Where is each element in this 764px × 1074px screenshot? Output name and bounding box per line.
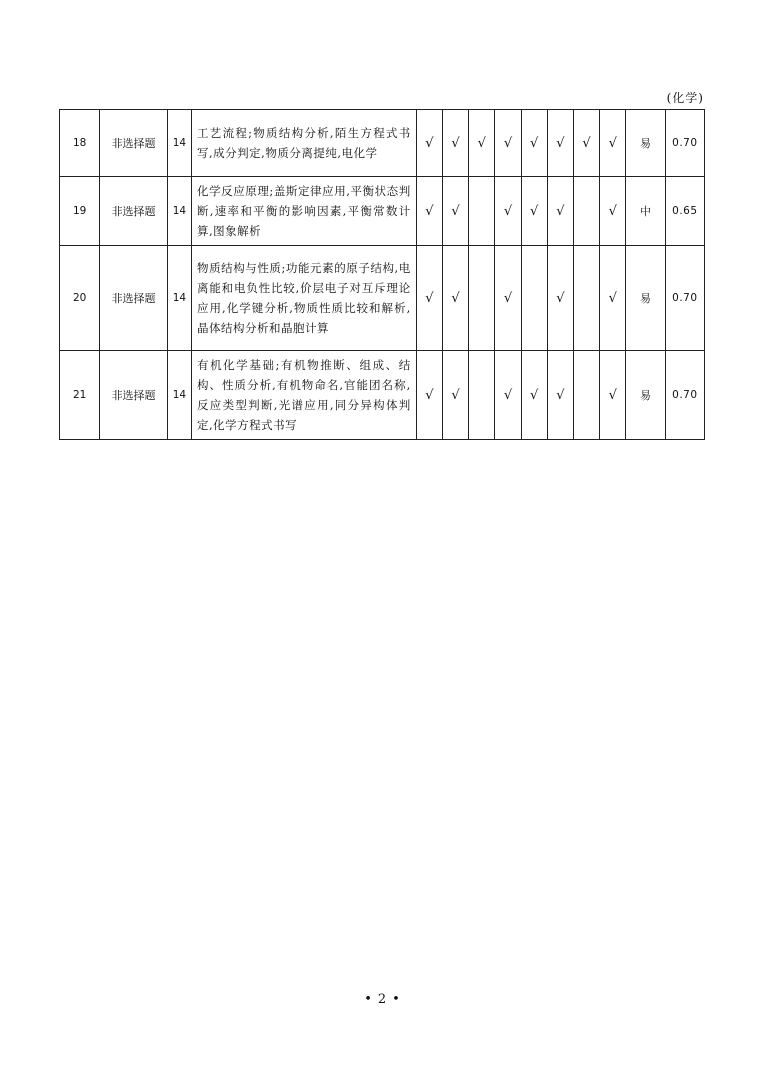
check-mark	[573, 246, 599, 351]
question-type: 非选择题	[100, 177, 168, 246]
page-footer	[0, 992, 764, 1007]
check-mark: √	[442, 351, 468, 440]
check-mark: √	[495, 246, 521, 351]
question-type: 非选择题	[100, 110, 168, 177]
check-mark	[469, 351, 495, 440]
check-mark	[573, 351, 599, 440]
check-mark: √	[442, 246, 468, 351]
check-mark: √	[547, 110, 573, 177]
check-mark	[469, 177, 495, 246]
check-mark	[573, 177, 599, 246]
page-number: 2	[377, 992, 387, 1007]
check-mark: √	[600, 177, 626, 246]
question-points: 14	[167, 246, 191, 351]
difficulty-level: 易	[626, 110, 665, 177]
question-number: 19	[60, 177, 100, 246]
check-mark: √	[495, 177, 521, 246]
check-mark: √	[469, 110, 495, 177]
table-row	[60, 351, 705, 440]
check-mark: √	[442, 177, 468, 246]
check-mark: √	[600, 351, 626, 440]
expected-score: 0.70	[665, 246, 704, 351]
check-mark	[469, 246, 495, 351]
question-content: 化学反应原理;盖斯定律应用,平衡状态判断,速率和平衡的影响因素,平衡常数计算,图象解析	[192, 177, 417, 246]
question-points: 14	[167, 177, 191, 246]
check-mark: √	[416, 246, 442, 351]
check-mark: √	[521, 351, 547, 440]
check-mark: √	[416, 177, 442, 246]
check-mark: √	[442, 110, 468, 177]
question-points: 14	[167, 110, 191, 177]
check-mark: √	[547, 351, 573, 440]
expected-score: 0.65	[665, 177, 704, 246]
table-row	[60, 177, 705, 246]
question-number: 18	[60, 110, 100, 177]
check-mark: √	[547, 177, 573, 246]
difficulty-level: 中	[626, 177, 665, 246]
check-mark: √	[416, 110, 442, 177]
check-mark: √	[521, 110, 547, 177]
exam-spec-table	[59, 109, 705, 440]
check-mark: √	[521, 177, 547, 246]
difficulty-level: 易	[626, 351, 665, 440]
check-mark: √	[495, 110, 521, 177]
check-mark: √	[416, 351, 442, 440]
question-number: 20	[60, 246, 100, 351]
question-content: 工艺流程;物质结构分析,陌生方程式书写,成分判定,物质分离提纯,电化学	[192, 110, 417, 177]
question-type: 非选择题	[100, 351, 168, 440]
subject-label: (化学)	[666, 91, 704, 105]
check-mark: √	[600, 246, 626, 351]
question-points: 14	[167, 351, 191, 440]
check-mark: √	[600, 110, 626, 177]
table-row	[60, 110, 705, 177]
question-type: 非选择题	[100, 246, 168, 351]
expected-score: 0.70	[665, 351, 704, 440]
table-row	[60, 246, 705, 351]
question-content: 有机化学基础;有机物推断、组成、结构、性质分析,有机物命名,官能团名称,反应类型判断,光谱应用,同分异构体判定,化学方程式书写	[192, 351, 417, 440]
page-dot-left: •	[364, 992, 372, 1007]
check-mark: √	[573, 110, 599, 177]
question-number: 21	[60, 351, 100, 440]
question-content: 物质结构与性质;功能元素的原子结构,电离能和电负性比较,价层电子对互斥理论应用,化学键分析,物质性质比较和解析,晶体结构分析和晶胞计算	[192, 246, 417, 351]
check-mark	[521, 246, 547, 351]
check-mark: √	[547, 246, 573, 351]
expected-score: 0.70	[665, 110, 704, 177]
check-mark: √	[495, 351, 521, 440]
difficulty-level: 易	[626, 246, 665, 351]
page-dot-right: •	[392, 992, 400, 1007]
